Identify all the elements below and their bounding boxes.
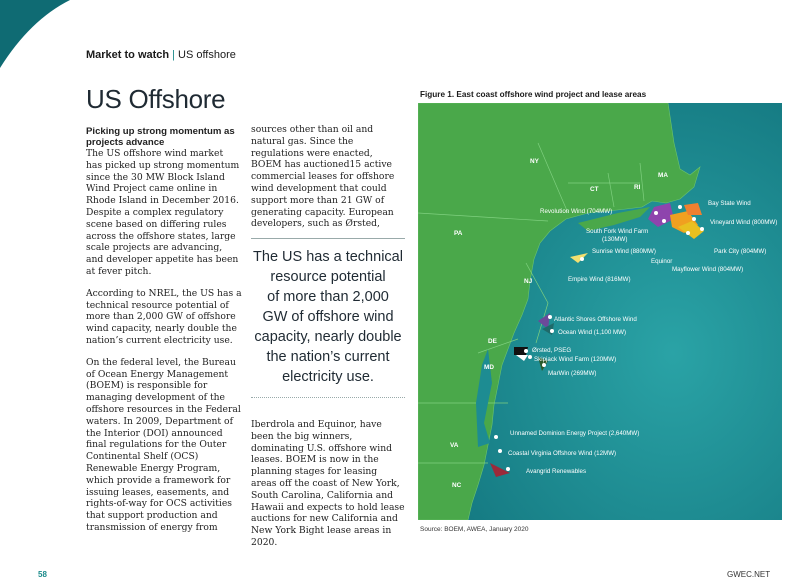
- figure-title: Figure 1. East coast offshore wind project and lease areas: [420, 90, 647, 99]
- offshore-wind-map: [418, 103, 782, 520]
- site-name: GWEC.NET: [727, 570, 771, 579]
- label-vineyard: Vineyard Wind (800MW): [710, 219, 778, 226]
- page-number: 58: [38, 570, 47, 579]
- paragraph: The US offshore wind market has picked up strong momentum since the 30 MW Block Island Wind Project came online in Rhode Island in December 2016. Despite a complex regulatory scene based on differing rules across the offshore states, large scale projects are advancing, and developer appetite has been at fever pitch.: [86, 148, 240, 277]
- label-orsted-pseg: Ørsted, PSEG: [532, 347, 572, 354]
- section-header: [86, 49, 236, 61]
- pull-quote: [251, 238, 405, 398]
- label-equinor: Equinor: [651, 258, 673, 265]
- paragraph: sources other than oil and natural gas. Since the regulations were enacted, BOEM has auctioned15 active commercial leases for offshore wind development that could support more than 21 GW of generating capacity. European developers, such as Ørsted,: [251, 124, 395, 230]
- state-label-ct: CT: [590, 186, 599, 193]
- paragraph: According to NREL, the US has a technical resource potential of more than 2,000 GW of offshore wind capacity, nearly double the nation’s current electricity use.: [86, 287, 242, 346]
- state-label-md: MD: [484, 364, 494, 371]
- quote-line: the nation’s current: [266, 349, 390, 365]
- label-ocean-wind: Ocean Wind (1,100 MW): [558, 329, 627, 336]
- quote-line: electricity use.: [282, 369, 374, 385]
- page-title: US Offshore: [86, 84, 226, 114]
- state-label-nj: NJ: [524, 278, 533, 285]
- quote-line: of more than 2,000: [267, 289, 389, 305]
- paragraph: On the federal level, the Bureau of Ocean Energy Management (BOEM) is responsible for managing development of the offshore resources in the Federal waters. In 2009, Department of the Interior (DOI) announced final regulations for the Outer Continental Shelf (OCS) Renewable Energy Program, which provide a framework for issuing leases, easements, and rights-of-way for OCS activities that support production and transmission of energy from: [86, 356, 241, 533]
- label-skipjack: Skipjack Wind Farm (120MW): [534, 356, 617, 363]
- label-park-city: Park City (804MW): [714, 248, 767, 255]
- label-mayflower: Mayflower Wind (804MW): [672, 266, 744, 273]
- state-label-ny: NY: [530, 158, 539, 165]
- state-label-ma: MA: [658, 172, 668, 179]
- label-avangrid: Avangrid Renewables: [526, 468, 587, 475]
- article-column-1: [86, 126, 242, 544]
- label-revolution: Revolution Wind (704MW): [540, 208, 613, 215]
- label-dominion: Unnamed Dominion Energy Project (2,640MW): [510, 430, 640, 437]
- quote-line: capacity, nearly double: [254, 329, 402, 345]
- state-label-pa: PA: [454, 230, 463, 237]
- section-name: Market to watch: [86, 49, 170, 61]
- section-topic: US offshore: [178, 49, 236, 61]
- quote-line: GW of offshore wind: [262, 309, 394, 325]
- article-column-3: [251, 419, 405, 559]
- figure-source: Source: BOEM, AWEA, January 2020: [420, 526, 529, 533]
- header-separator: |: [172, 49, 175, 61]
- label-marwin: MarWin (269MW): [548, 370, 597, 377]
- label-atlantic-shores: Atlantic Shores Offshore Wind: [554, 316, 637, 323]
- quote-line: resource potential: [270, 269, 386, 285]
- label-south-fork: South Fork Wind Farm: [586, 228, 649, 235]
- label-bay-state: Bay State Wind: [708, 200, 751, 207]
- label-south-fork-mw: (130MW): [602, 236, 628, 243]
- label-cvow: Coastal Virginia Offshore Wind (12MW): [508, 450, 617, 457]
- lead-heading: Picking up strong momentum as projects advance: [86, 126, 235, 148]
- state-label-va: VA: [450, 442, 459, 449]
- state-label-ri: RI: [634, 184, 641, 191]
- article-column-2: [251, 124, 405, 240]
- label-sunrise: Sunrise Wind (880MW): [592, 248, 656, 255]
- state-label-nc: NC: [452, 482, 462, 489]
- label-empire: Empire Wind (816MW): [568, 276, 631, 283]
- paragraph: Iberdrola and Equinor, have been the big winners, dominating U.S. offshore wind leases. BOEM is now in the planning stages for leasing areas off the coast of New York, South Carolina, California and Hawaii and expects to hold lease auctions for new California and New York Bight lease areas in 2020.: [251, 419, 405, 548]
- state-label-de: DE: [488, 338, 497, 345]
- quote-line: The US has a technical: [253, 249, 403, 265]
